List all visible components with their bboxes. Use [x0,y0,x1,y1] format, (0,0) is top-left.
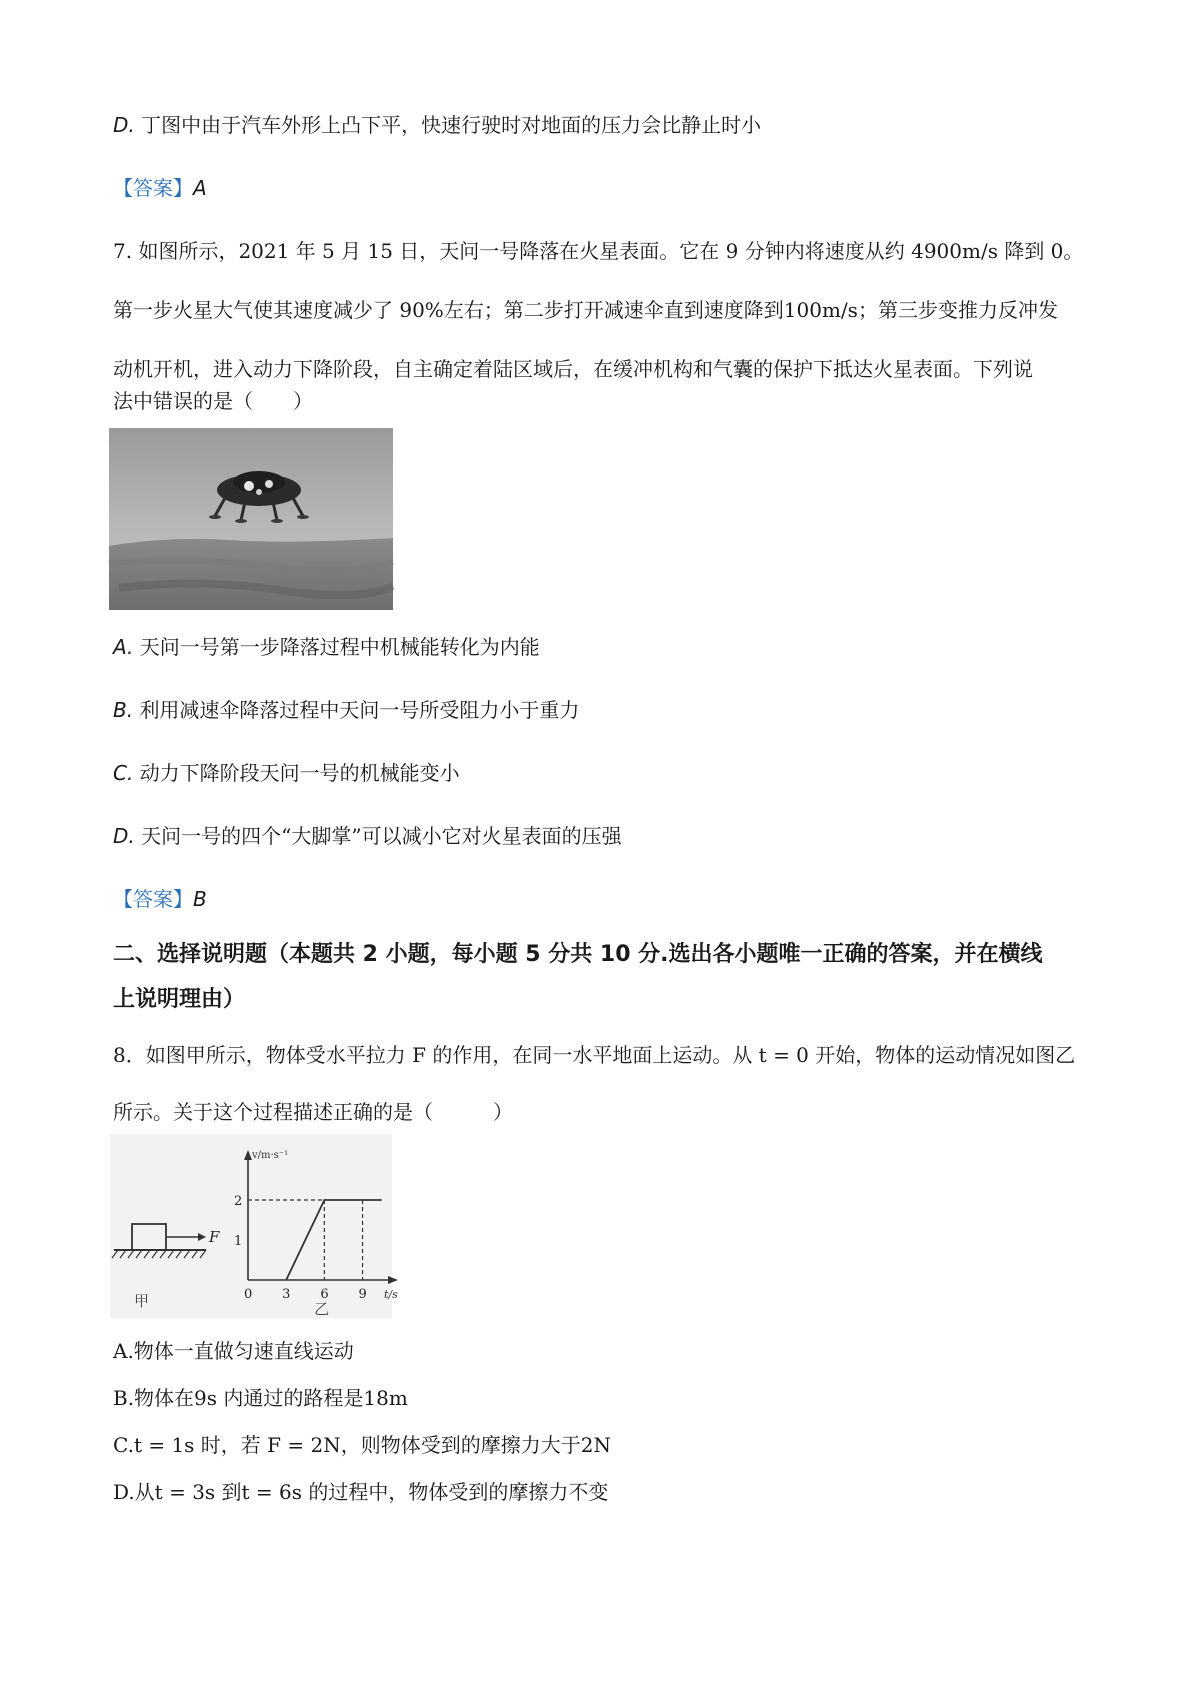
q7-option-b [113,695,579,725]
option-text: 天问一号的四个“大脚掌”可以减小它对火星表面的压强 [141,824,622,848]
answer-7 [113,884,207,914]
q6-option-d [113,110,761,140]
q8-line-2: 所示。关于这个过程描述正确的是（ ） [113,1100,513,1124]
answer-6 [113,173,207,203]
section-heading-line-1: 二、选择说明题（本题共 2 小题，每小题 5 分共 10 分.选出各小题唯一正确的答案，并在横线 [113,942,1043,967]
mars-lander-photo [109,428,393,610]
answer-tag: 【答案】 [113,887,193,911]
q8-option-a: A.物体一直做匀速直线运动 [113,1339,354,1363]
q8-option-c: C.t = 1s 时，若 F = 2N，则物体受到的摩擦力大于2N [113,1433,611,1457]
option-letter: B. [113,698,134,722]
option-text: 动力下降阶段天问一号的机械能变小 [139,761,460,785]
q8-figure [110,1134,398,1318]
x-tick-label: 6 [320,1287,329,1302]
q8-option-b: B.物体在9s 内通过的路程是18m [113,1386,408,1410]
option-letter: D. [113,824,135,848]
section-heading-line-2: 上说明理由） [113,987,246,1012]
x-axis-arrowhead [388,1276,398,1284]
x-tick-label: 3 [282,1287,291,1302]
option-letter: A. [113,635,134,659]
option-text: 天问一号第一步降落过程中机械能转化为内能 [139,635,540,659]
x-tick-label: 0 [244,1287,253,1302]
option-text: 丁图中由于汽车外形上凸下平，快速行驶时对地面的压力会比静止时小 [141,113,762,137]
answer-value: A [193,176,207,200]
answer-tag: 【答案】 [113,176,193,200]
q7-line-1: 7. 如图所示，2021 年 5 月 15 日，天问一号降落在火星表面。它在 9 分钟内将速度从约 4900m/s 降到 0。 [113,239,1084,263]
q8-line-1: 8．如图甲所示，物体受水平拉力 F 的作用，在同一水平地面上运动。从 t = 0 开始，物体的运动情况如图乙 [113,1043,1076,1067]
q7-option-c [113,758,460,788]
option-letter: C. [113,761,134,785]
q8-option-d: D.从t = 3s 到t = 6s 的过程中，物体受到的摩擦力不变 [113,1480,609,1504]
q7-option-a [113,632,540,662]
option-text: 利用减速伞降落过程中天问一号所受阻力小于重力 [139,698,580,722]
y-axis-label: v/m·s⁻¹ [252,1150,289,1161]
force-label: F [209,1228,220,1246]
label-jia: 甲 [134,1292,150,1310]
q7-line-3: 动机开机，进入动力下降阶段，自主确定着陆区域后，在缓冲机构和气囊的保护下抵达火星表面。下列说 [113,357,1033,381]
y-tick-label: 1 [234,1234,243,1249]
option-letter: D. [113,113,135,137]
q7-line-4: 法中错误的是（ ） [113,389,313,413]
answer-value: B [193,887,207,911]
x-axis-label: t/s [384,1288,398,1301]
q7-option-d [113,821,622,851]
label-yi: 乙 [314,1300,330,1318]
x-tick-label: 9 [358,1287,367,1302]
q7-line-2: 第一步火星大气使其速度减少了 90%左右；第二步打开减速伞直到速度降到100m/s；第三步变推力反冲发 [113,298,1058,322]
y-tick-label: 2 [234,1194,243,1209]
